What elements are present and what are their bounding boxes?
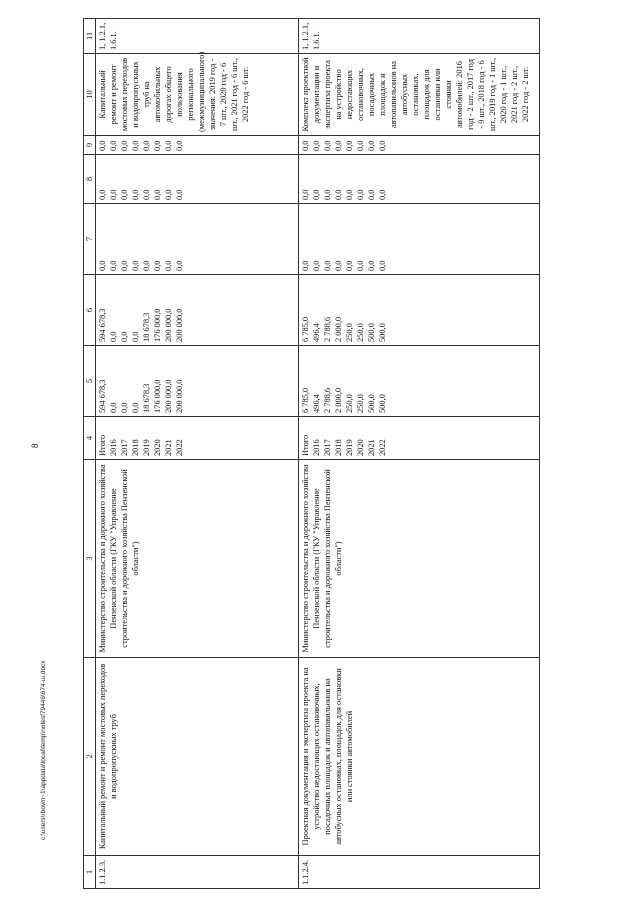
cell-line: 2018 bbox=[334, 439, 343, 456]
cell-line: 0,0 bbox=[301, 260, 310, 271]
cell-line: 2 000,0 bbox=[334, 387, 343, 413]
cell-line: 0,0 bbox=[98, 189, 107, 200]
cell-line: 0,0 bbox=[98, 140, 107, 151]
cell-line: 0,0 bbox=[334, 140, 343, 151]
cell-line: 0,0 bbox=[120, 402, 129, 413]
column-number-row bbox=[84, 19, 96, 889]
cell-line: 0,0 bbox=[109, 402, 118, 413]
col-header-8: 8 bbox=[84, 155, 96, 204]
cell-line: 250,0 bbox=[345, 394, 354, 413]
cell-line: 176 000,0 bbox=[153, 308, 162, 342]
indicator-cell: Комплект проектной документации и экспертиза проекта на устройство недостающих остановочных, посадочных площадок и автопавильонов на автобусных остановках, площадок для остановки или стоянки автомобилей: 2016 год - 2 шт., 2017 год - 9 шт., 2018 год - 6 шт., 2019 год - 1 шт., 2020 год - 1 шт., 2021 год - 2 шт., 2022 год - 2 шт. bbox=[299, 54, 540, 136]
cell-line: 0,0 bbox=[109, 331, 118, 342]
cell-line: 0,0 bbox=[120, 331, 129, 342]
cell-line: 2021 bbox=[164, 439, 173, 456]
cell-line: 0,0 bbox=[120, 260, 129, 271]
cell-line: 0,0 bbox=[153, 260, 162, 271]
cell-line: 18 678,3 bbox=[142, 383, 151, 413]
cell-line: 2016 bbox=[312, 439, 321, 456]
cell-line: 0,0 bbox=[345, 140, 354, 151]
cell-line: 2016 bbox=[109, 439, 118, 456]
cell-line: 0,0 bbox=[98, 260, 107, 271]
program-table bbox=[83, 18, 540, 889]
regional-budget-cell bbox=[299, 275, 540, 346]
cell-line: 0,0 bbox=[323, 140, 332, 151]
cell-line: 0,0 bbox=[131, 402, 140, 413]
cell-line: 0,0 bbox=[345, 189, 354, 200]
cell-line: 200 000,0 bbox=[164, 308, 173, 342]
cell-line: 2017 bbox=[120, 439, 129, 456]
cell-line: 2 788,6 bbox=[323, 387, 332, 413]
cell-line: 500,0 bbox=[378, 323, 387, 342]
cell-line: 0,0 bbox=[334, 260, 343, 271]
total-funding-cell bbox=[96, 346, 299, 417]
cell-line: 0,0 bbox=[378, 189, 387, 200]
cell-line: 0,0 bbox=[109, 260, 118, 271]
col-header-9: 9 bbox=[84, 136, 96, 155]
cell-line: 250,0 bbox=[345, 323, 354, 342]
col-header-4: 4 bbox=[84, 417, 96, 460]
cell-line: 0,0 bbox=[142, 140, 151, 151]
cell-line: 250,0 bbox=[356, 394, 365, 413]
col-header-2: 2 bbox=[84, 658, 96, 856]
cell-line: 496,4 bbox=[312, 323, 321, 342]
local-budget-cell bbox=[96, 155, 299, 204]
cell-line: 500,0 bbox=[378, 394, 387, 413]
col-header-10: 10 bbox=[84, 54, 96, 136]
total-funding-cell bbox=[299, 346, 540, 417]
cell-line: 2022 bbox=[175, 439, 184, 456]
years-cell bbox=[299, 417, 540, 460]
cell-line: 0,0 bbox=[131, 189, 140, 200]
cell-line: 0,0 bbox=[345, 260, 354, 271]
cell-line: 0,0 bbox=[378, 140, 387, 151]
cell-line: 6 785,0 bbox=[301, 387, 310, 413]
cell-line: 0,0 bbox=[109, 140, 118, 151]
years-cell bbox=[96, 417, 299, 460]
other-sources-cell bbox=[96, 136, 299, 155]
cell-line: 496,4 bbox=[312, 394, 321, 413]
cell-line: 0,0 bbox=[356, 189, 365, 200]
cell-line: 0,0 bbox=[301, 189, 310, 200]
cell-line: 0,0 bbox=[301, 140, 310, 151]
measure-name: Проектная документация и экспертиза проекта на устройство недостающих остановочных, посадочных площадок и автопавильонов на автобусных остановках, площадок для остановки или стоянки автомобилей bbox=[299, 658, 540, 856]
cell-line: 2019 bbox=[345, 439, 354, 456]
cell-line: 0,0 bbox=[164, 260, 173, 271]
cell-line: 0,0 bbox=[367, 140, 376, 151]
cell-line: 0,0 bbox=[175, 140, 184, 151]
cell-line: 2022 bbox=[378, 439, 387, 456]
cell-line: 0,0 bbox=[334, 189, 343, 200]
link-cell: 1, 1.2.1, 1.6.1. bbox=[299, 19, 540, 54]
file-path-footer: c:\users\rbovin~1\appdata\local\temp\notesf79446\674-ш.docx bbox=[40, 660, 47, 840]
col-header-5: 5 bbox=[84, 346, 96, 417]
cell-line: 0,0 bbox=[175, 189, 184, 200]
cell-line: 0,0 bbox=[164, 140, 173, 151]
col-header-3: 3 bbox=[84, 460, 96, 658]
table-row bbox=[299, 19, 540, 889]
cell-line: 0,0 bbox=[120, 189, 129, 200]
cell-line: 2018 bbox=[131, 439, 140, 456]
cell-line: 0,0 bbox=[153, 140, 162, 151]
row-id: 1.1.2.4. bbox=[299, 856, 540, 889]
cell-line: 0,0 bbox=[131, 260, 140, 271]
federal-budget-cell bbox=[299, 204, 540, 275]
col-header-6: 6 bbox=[84, 275, 96, 346]
cell-line: 2 788,6 bbox=[323, 316, 332, 342]
row-id: 1.1.2.3. bbox=[96, 856, 299, 889]
col-header-11: 11 bbox=[84, 19, 96, 54]
cell-line: 0,0 bbox=[120, 140, 129, 151]
local-budget-cell bbox=[299, 155, 540, 204]
cell-line: 200 000,0 bbox=[175, 308, 184, 342]
cell-line: 0,0 bbox=[367, 189, 376, 200]
rotated-table-container bbox=[83, 19, 581, 889]
cell-line: 0,0 bbox=[109, 189, 118, 200]
cell-line: 0,0 bbox=[153, 189, 162, 200]
cell-line: 0,0 bbox=[131, 331, 140, 342]
link-cell: 1, 1.2.1, 1.6.1. bbox=[96, 19, 299, 54]
executor: Министерство строительства и дорожного хозяйства Пензенской области (ГКУ "Управление строительства и дорожного хозяйства Пензенской области") bbox=[299, 460, 540, 658]
cell-line: 2020 bbox=[356, 439, 365, 456]
cell-line: 2 000,0 bbox=[334, 316, 343, 342]
executor: Министерство строительства и дорожного хозяйства Пензенской области (ГКУ "Управление строительства и дорожного хозяйства Пензенской области") bbox=[96, 460, 299, 658]
cell-line: 500,0 bbox=[367, 394, 376, 413]
cell-line: 0,0 bbox=[378, 260, 387, 271]
cell-line: Итого bbox=[301, 434, 310, 456]
cell-line: 594 678,3 bbox=[98, 308, 107, 342]
cell-line: Итого bbox=[98, 434, 107, 456]
cell-line: 0,0 bbox=[175, 260, 184, 271]
cell-line: 594 678,3 bbox=[98, 379, 107, 413]
cell-line: 0,0 bbox=[356, 260, 365, 271]
table-row bbox=[96, 19, 299, 889]
cell-line: 2020 bbox=[153, 439, 162, 456]
indicator-cell: Капитальный ремонт и ремонт мостовых переходов и водопропускных труб на автомобильных дорогах общего пользования регионального (межмуниципального) значения: 2019 год - 7 шт., 2020 год - 6 шт., 2021 год - 6 шт., 2022 год - 6 шт. bbox=[96, 54, 299, 136]
cell-line: 0,0 bbox=[312, 260, 321, 271]
cell-line: 0,0 bbox=[367, 260, 376, 271]
cell-line: 18 678,3 bbox=[142, 312, 151, 342]
cell-line: 500,0 bbox=[367, 323, 376, 342]
cell-line: 200 000,0 bbox=[164, 379, 173, 413]
cell-line: 250,0 bbox=[356, 323, 365, 342]
cell-line: 6 785,0 bbox=[301, 316, 310, 342]
cell-line: 0,0 bbox=[312, 189, 321, 200]
cell-line: 2019 bbox=[142, 439, 151, 456]
cell-line: 0,0 bbox=[131, 140, 140, 151]
cell-line: 0,0 bbox=[164, 189, 173, 200]
cell-line: 200 000,0 bbox=[175, 379, 184, 413]
page-number: 8 bbox=[30, 443, 40, 448]
cell-line: 2021 bbox=[367, 439, 376, 456]
cell-line: 0,0 bbox=[323, 260, 332, 271]
col-header-1: 1 bbox=[84, 856, 96, 889]
cell-line: 2017 bbox=[323, 439, 332, 456]
cell-line: 0,0 bbox=[142, 260, 151, 271]
cell-line: 0,0 bbox=[312, 140, 321, 151]
cell-line: 0,0 bbox=[356, 140, 365, 151]
regional-budget-cell bbox=[96, 275, 299, 346]
measure-name: Капитальный ремонт и ремонт мостовых переходов и водопропускных труб bbox=[96, 658, 299, 856]
cell-line: 176 000,0 bbox=[153, 379, 162, 413]
col-header-7: 7 bbox=[84, 204, 96, 275]
other-sources-cell bbox=[299, 136, 540, 155]
federal-budget-cell bbox=[96, 204, 299, 275]
cell-line: 0,0 bbox=[142, 189, 151, 200]
cell-line: 0,0 bbox=[323, 189, 332, 200]
